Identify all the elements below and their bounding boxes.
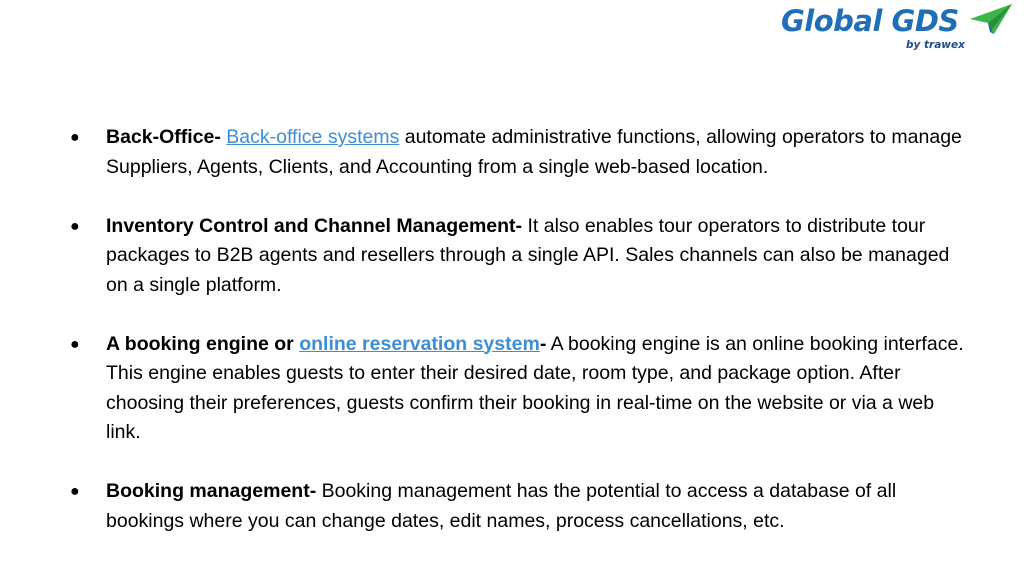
bullet: ● bbox=[70, 129, 80, 146]
item-text: It also enables tour operators to distribute tour packages to B2B agents and resellers through a single API. Sales channels can also be managed on a single platform. bbox=[106, 214, 950, 296]
global-gds-logo bbox=[778, 2, 1018, 58]
bullet-list bbox=[62, 123, 972, 566]
list-item-booking-management bbox=[62, 477, 972, 536]
list-item-back-office bbox=[62, 123, 972, 182]
item-title: A booking engine or bbox=[106, 332, 300, 355]
paper-plane-icon bbox=[968, 2, 1014, 38]
back-office-link[interactable]: Back-office systems bbox=[226, 126, 400, 148]
item-title: Booking management- bbox=[106, 480, 317, 502]
bullet: ● bbox=[70, 483, 80, 500]
logo-tagline: by trawex bbox=[906, 39, 965, 51]
logo-word-global: Global bbox=[781, 4, 892, 38]
item-title: Inventory Control and Channel Management- bbox=[106, 214, 523, 237]
online-reservation-system-link[interactable]: online reservation system bbox=[299, 332, 540, 355]
item-text: A booking engine is an online booking interface. This engine enables guests to enter their desired date, room type, and package option. After choosing their preferences, guests confirm their booking in real-time on the website or via a web link. bbox=[106, 332, 964, 443]
item-text: Booking management has the potential to access a database of all bookings where you can change dates, edit names, process cancellations, etc. bbox=[106, 480, 897, 532]
logo-wordmark bbox=[781, 4, 959, 38]
bullet: ● bbox=[70, 335, 80, 353]
bullet: ● bbox=[70, 217, 80, 235]
item-text: automate administrative functions, allowing operators to manage Suppliers, Agents, Clients, and Accounting from a single web-based location. bbox=[106, 126, 962, 178]
item-title-suffix: - bbox=[539, 332, 547, 355]
list-item-booking-engine bbox=[62, 330, 972, 448]
list-item-inventory-control bbox=[62, 212, 972, 301]
item-title: Back-Office- bbox=[106, 126, 221, 148]
logo-word-gds: GDS bbox=[891, 4, 959, 38]
